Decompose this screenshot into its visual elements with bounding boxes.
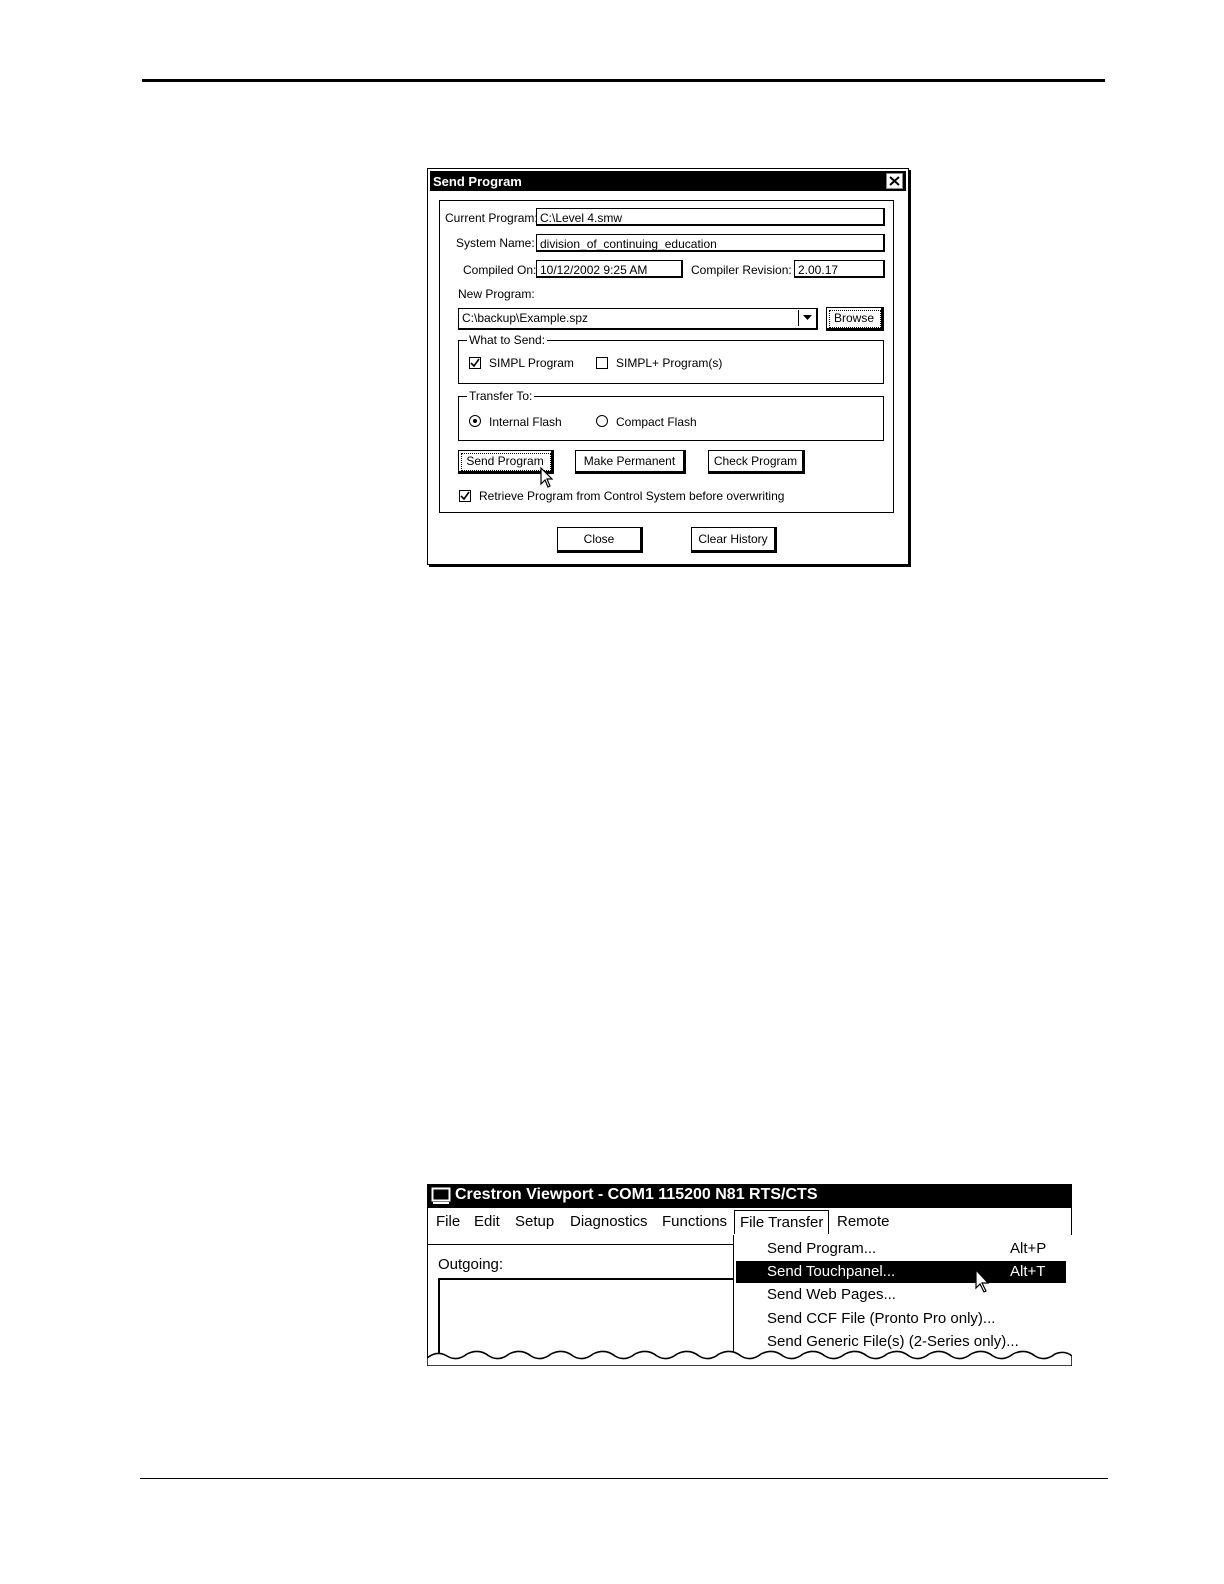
menu-remote[interactable]: Remote: [837, 1213, 890, 1230]
menu-item-send-program[interactable]: [736, 1238, 1066, 1260]
current-program-field: C:\Level 4.smw: [536, 208, 885, 226]
menu-edit[interactable]: Edit: [474, 1213, 500, 1230]
close-button[interactable]: Close: [557, 527, 643, 553]
clear-history-button[interactable]: Clear History: [691, 527, 777, 553]
menu-item-shortcut: Alt+P: [1010, 1240, 1047, 1257]
mouse-pointer-icon: [975, 1269, 991, 1295]
footer-rule: [140, 1478, 1108, 1479]
menu-item-label: Send Generic File(s) (2-Series only)...: [767, 1333, 1019, 1350]
viewport-titlebar[interactable]: [427, 1184, 1072, 1208]
menu-file-transfer[interactable]: File Transfer: [734, 1210, 829, 1234]
menu-item-label: Send Web Pages...: [767, 1286, 896, 1303]
retrieve-program-checkbox[interactable]: [459, 490, 471, 502]
check-program-button[interactable]: Check Program: [708, 450, 805, 474]
header-rule: [142, 79, 1105, 82]
menu-functions[interactable]: Functions: [662, 1213, 728, 1230]
monitor-icon: [431, 1187, 451, 1205]
viewport-title: Crestron Viewport - COM1 115200 N81 RTS/CTS: [455, 1186, 818, 1203]
internal-flash-radio[interactable]: [469, 415, 481, 427]
menu-file[interactable]: File: [436, 1213, 461, 1230]
retrieve-program-label: Retrieve Program from Control System before overwriting: [479, 489, 785, 503]
system-name-field: division_of_continuing_education: [536, 234, 885, 252]
new-program-label: New Program:: [458, 287, 535, 301]
make-permanent-button[interactable]: Make Permanent: [575, 450, 686, 474]
menu-item-send-ccf-file[interactable]: [736, 1308, 1066, 1330]
compact-flash-label: Compact Flash: [616, 415, 697, 429]
send-program-dialog: [427, 168, 909, 565]
browse-button[interactable]: Browse: [826, 307, 884, 331]
menu-item-label: Send Program...: [767, 1240, 877, 1257]
compiled-on-label: Compiled On:: [463, 263, 537, 277]
new-program-value: C:\backup\Example.spz: [462, 311, 589, 325]
compiled-on-field: 10/12/2002 9:25 AM: [536, 260, 683, 278]
compact-flash-radio[interactable]: [596, 415, 608, 427]
menu-setup[interactable]: Setup: [515, 1213, 555, 1230]
dialog-title: Send Program: [433, 174, 522, 189]
new-program-combo[interactable]: [458, 308, 818, 330]
compiler-revision-label: Compiler Revision:: [691, 263, 792, 277]
simplplus-program-checkbox[interactable]: [596, 357, 608, 369]
menu-item-send-touchpanel[interactable]: [736, 1261, 1066, 1283]
program-info-frame: [439, 200, 894, 513]
menu-diagnostics[interactable]: Diagnostics: [570, 1213, 648, 1230]
menu-item-shortcut: Alt+T: [1010, 1263, 1046, 1280]
simpl-program-checkbox[interactable]: [469, 357, 481, 369]
system-name-label: System Name:: [456, 236, 535, 250]
simplplus-program-label: SIMPL+ Program(s): [616, 356, 723, 370]
send-program-button[interactable]: Send Program: [458, 450, 554, 474]
transfer-to-legend: Transfer To:: [469, 389, 533, 403]
compiler-revision-field: 2.00.17: [794, 260, 885, 278]
close-icon[interactable]: [886, 173, 903, 189]
viewport-window: [427, 1184, 1072, 1366]
torn-edge: [427, 1348, 1072, 1366]
what-to-send-group: [458, 333, 884, 384]
what-to-send-legend: What to Send:: [469, 333, 546, 347]
mouse-pointer-icon: [540, 467, 554, 489]
transfer-to-group: [458, 389, 884, 441]
current-program-label: Current Program:: [445, 211, 538, 225]
chevron-down-icon[interactable]: [798, 310, 815, 326]
menu-item-send-web-pages[interactable]: [736, 1284, 1066, 1306]
menu-item-label: Send Touchpanel...: [767, 1263, 896, 1280]
internal-flash-label: Internal Flash: [489, 415, 562, 429]
file-transfer-dropdown: [733, 1235, 1072, 1366]
simpl-program-label: SIMPL Program: [489, 356, 574, 370]
outgoing-label: Outgoing:: [438, 1256, 504, 1273]
dialog-titlebar[interactable]: [430, 171, 906, 191]
menu-item-label: Send CCF File (Pronto Pro only)...: [767, 1310, 996, 1327]
